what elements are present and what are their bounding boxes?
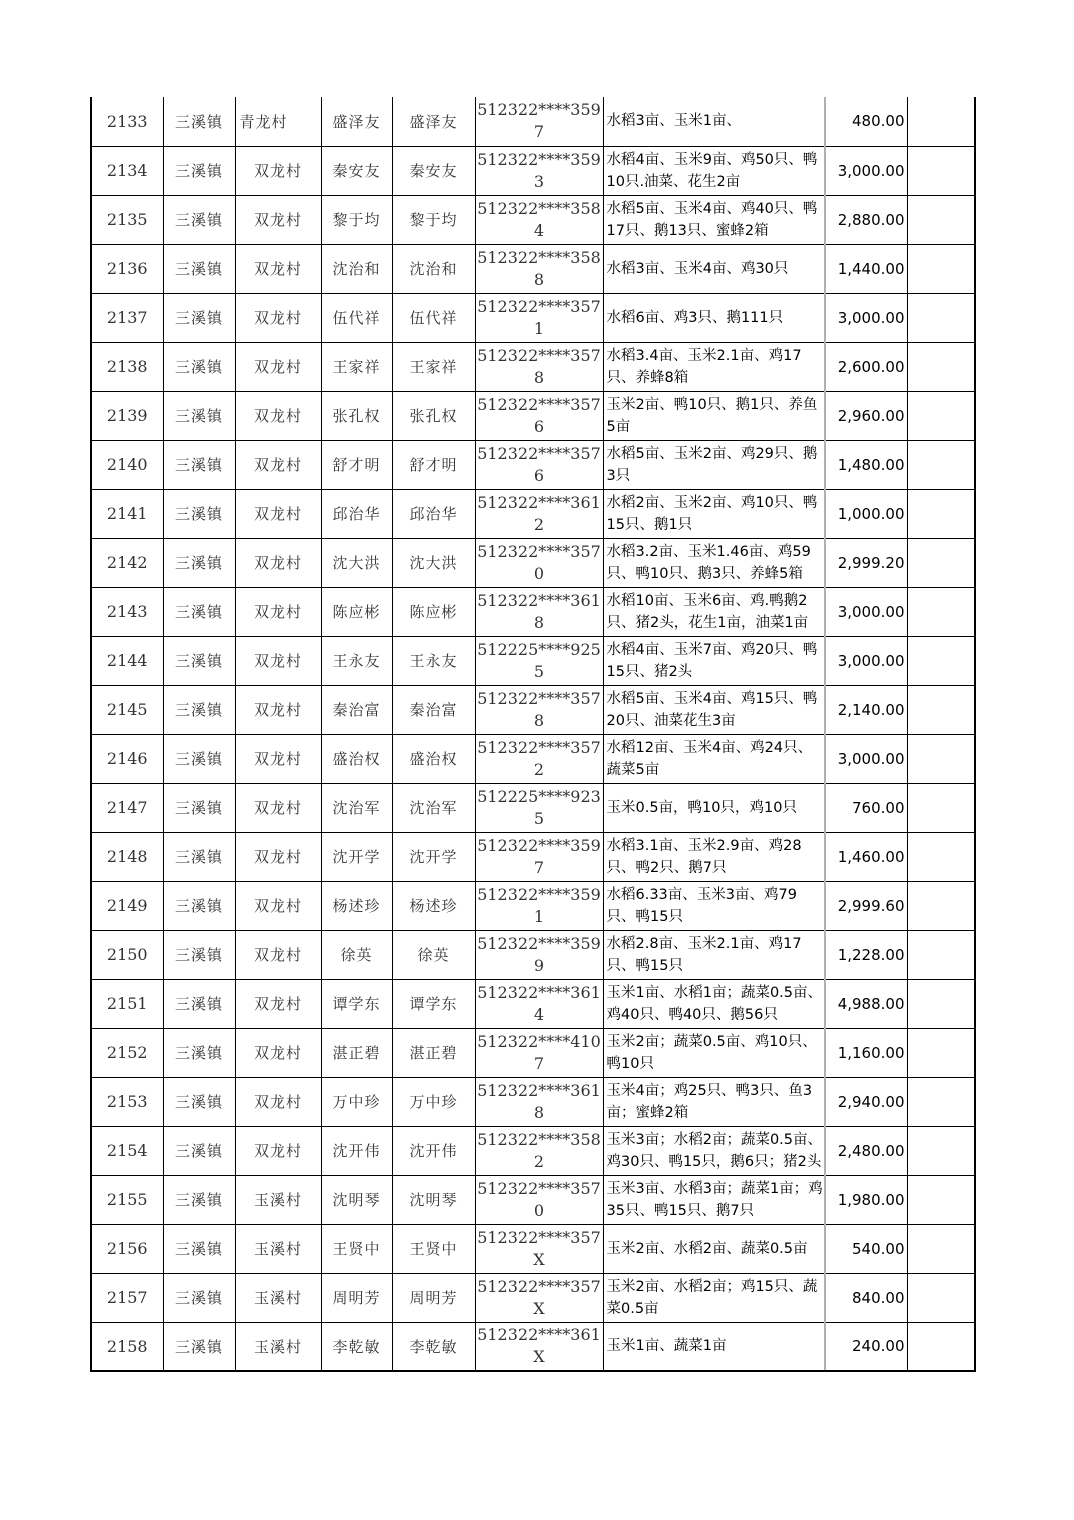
- production-items-text: 玉米1亩、水稻1亩；蔬菜0.5亩、鸡40只、鸭40只、鹅56只: [606, 984, 823, 1023]
- name-cell: 黎于均: [321, 195, 392, 244]
- account-holder-cell: 沈大洪: [392, 538, 475, 587]
- remarks-cell: [907, 979, 975, 1028]
- name-cell: 沈治军: [321, 783, 392, 832]
- remarks-cell: [907, 440, 975, 489]
- production-items-cell: [603, 538, 825, 587]
- amount-cell: 240.00: [825, 1322, 907, 1371]
- account-holder-cell: 沈治军: [392, 783, 475, 832]
- remarks-cell: [907, 636, 975, 685]
- account-holder-cell: 沈开伟: [392, 1126, 475, 1175]
- row-number-cell: 2134: [91, 146, 163, 195]
- account-holder-cell: 邱治华: [392, 489, 475, 538]
- production-items-text: 水稻12亩、玉米4亩、鸡24只、蔬菜5亩: [606, 739, 813, 778]
- village-cell: 双龙村: [235, 489, 321, 538]
- production-items-cell: [603, 1126, 825, 1175]
- production-items-text: 玉米2亩、水稻2亩；鸡15只、蔬菜0.5亩: [606, 1278, 818, 1317]
- table-row: [91, 930, 975, 979]
- amount-cell: 3,000.00: [825, 734, 907, 783]
- id-number-cell: 512322****3570: [475, 538, 603, 587]
- account-holder-cell: 湛正碧: [392, 1028, 475, 1077]
- id-number-cell: 512322****361X: [475, 1322, 603, 1371]
- town-cell: 三溪镇: [163, 293, 235, 342]
- production-items-text: 水稻4亩、玉米9亩、鸡50只、鸭10只.油菜、花生2亩: [606, 151, 818, 190]
- amount-cell: 3,000.00: [825, 636, 907, 685]
- village-cell: 双龙村: [235, 195, 321, 244]
- remarks-cell: [907, 1175, 975, 1224]
- account-holder-cell: 舒才明: [392, 440, 475, 489]
- table-row: [91, 1273, 975, 1322]
- row-number-cell: 2139: [91, 391, 163, 440]
- table-row: [91, 685, 975, 734]
- production-items-text: 玉米4亩；鸡25只、鸭3只、鱼3亩；蜜蜂2箱: [606, 1082, 813, 1121]
- subsidy-table: [90, 97, 976, 1372]
- production-items-cell: [603, 783, 825, 832]
- production-items-text: 水稻5亩、玉米4亩、鸡15只、鸭20只、油菜花生3亩: [606, 690, 818, 729]
- remarks-cell: [907, 489, 975, 538]
- production-items-text: 玉米2亩；蔬菜0.5亩、鸡10只、鸭10只: [606, 1033, 817, 1072]
- id-number-cell: 512225****9235: [475, 783, 603, 832]
- amount-cell: 540.00: [825, 1224, 907, 1273]
- name-cell: 徐英: [321, 930, 392, 979]
- production-items-cell: [603, 1224, 825, 1273]
- row-number-cell: 2153: [91, 1077, 163, 1126]
- row-number-cell: 2135: [91, 195, 163, 244]
- id-number-cell: 512322****3570: [475, 1175, 603, 1224]
- table-row: [91, 195, 975, 244]
- table-row: [91, 391, 975, 440]
- table-row: [91, 146, 975, 195]
- amount-cell: 1,480.00: [825, 440, 907, 489]
- village-cell: 双龙村: [235, 440, 321, 489]
- remarks-cell: [907, 97, 975, 146]
- name-cell: 谭学东: [321, 979, 392, 1028]
- table-row: [91, 489, 975, 538]
- town-cell: 三溪镇: [163, 1126, 235, 1175]
- row-number-cell: 2138: [91, 342, 163, 391]
- table-row: [91, 636, 975, 685]
- id-number-cell: 512322****3578: [475, 685, 603, 734]
- production-items-text: 水稻3.4亩、玉米2.1亩、鸡17只、养蜂8箱: [606, 347, 802, 386]
- village-cell: 青龙村: [235, 97, 321, 146]
- remarks-cell: [907, 1322, 975, 1371]
- account-holder-cell: 秦安友: [392, 146, 475, 195]
- production-items-cell: [603, 734, 825, 783]
- village-cell: 玉溪村: [235, 1273, 321, 1322]
- row-number-cell: 2152: [91, 1028, 163, 1077]
- name-cell: 舒才明: [321, 440, 392, 489]
- remarks-cell: [907, 1126, 975, 1175]
- village-cell: 双龙村: [235, 930, 321, 979]
- row-number-cell: 2141: [91, 489, 163, 538]
- account-holder-cell: 沈治和: [392, 244, 475, 293]
- village-cell: 双龙村: [235, 146, 321, 195]
- production-items-text: 玉米1亩、蔬菜1亩: [606, 1338, 727, 1355]
- town-cell: 三溪镇: [163, 1273, 235, 1322]
- production-items-cell: [603, 685, 825, 734]
- name-cell: 盛治权: [321, 734, 392, 783]
- id-number-cell: 512322****3618: [475, 1077, 603, 1126]
- production-items-cell: [603, 832, 825, 881]
- table-row: [91, 881, 975, 930]
- production-items-text: 玉米2亩、水稻2亩、蔬菜0.5亩: [606, 1240, 808, 1257]
- row-number-cell: 2154: [91, 1126, 163, 1175]
- remarks-cell: [907, 1028, 975, 1077]
- table-row: [91, 1175, 975, 1224]
- village-cell: 双龙村: [235, 636, 321, 685]
- village-cell: 双龙村: [235, 881, 321, 930]
- name-cell: 沈开学: [321, 832, 392, 881]
- production-items-cell: [603, 1077, 825, 1126]
- production-items-text: 水稻3.1亩、玉米2.9亩、鸡28只、鸭2只、鹅7只: [606, 837, 802, 876]
- account-holder-cell: 盛泽友: [392, 97, 475, 146]
- name-cell: 沈开伟: [321, 1126, 392, 1175]
- amount-cell: 1,460.00: [825, 832, 907, 881]
- production-items-cell: [603, 342, 825, 391]
- village-cell: 双龙村: [235, 1077, 321, 1126]
- row-number-cell: 2147: [91, 783, 163, 832]
- production-items-text: 水稻6.33亩、玉米3亩、鸡79只、鸭15只: [606, 886, 797, 925]
- town-cell: 三溪镇: [163, 930, 235, 979]
- id-number-cell: 512322****3571: [475, 293, 603, 342]
- table-row: [91, 538, 975, 587]
- town-cell: 三溪镇: [163, 97, 235, 146]
- remarks-cell: [907, 293, 975, 342]
- production-items-text: 水稻10亩、玉米6亩、鸡.鸭鹅2只、猪2头，花生1亩，油菜1亩: [606, 592, 809, 631]
- id-number-cell: 512322****357X: [475, 1224, 603, 1273]
- amount-cell: 1,980.00: [825, 1175, 907, 1224]
- account-holder-cell: 李乾敏: [392, 1322, 475, 1371]
- village-cell: 双龙村: [235, 832, 321, 881]
- table-row: [91, 1322, 975, 1371]
- amount-cell: 2,960.00: [825, 391, 907, 440]
- name-cell: 伍代祥: [321, 293, 392, 342]
- account-holder-cell: 张孔权: [392, 391, 475, 440]
- amount-cell: 1,000.00: [825, 489, 907, 538]
- village-cell: 双龙村: [235, 391, 321, 440]
- name-cell: 杨述珍: [321, 881, 392, 930]
- village-cell: 双龙村: [235, 685, 321, 734]
- town-cell: 三溪镇: [163, 342, 235, 391]
- name-cell: 李乾敏: [321, 1322, 392, 1371]
- production-items-text: 玉米3亩、水稻3亩；蔬菜1亩；鸡35只、鸭15只、鹅7只: [606, 1180, 823, 1219]
- account-holder-cell: 伍代祥: [392, 293, 475, 342]
- amount-cell: 3,000.00: [825, 587, 907, 636]
- production-items-text: 水稻3亩、玉米1亩、: [606, 113, 741, 130]
- table-row: [91, 1077, 975, 1126]
- production-items-cell: [603, 587, 825, 636]
- town-cell: 三溪镇: [163, 146, 235, 195]
- name-cell: 秦治富: [321, 685, 392, 734]
- village-cell: 玉溪村: [235, 1224, 321, 1273]
- id-number-cell: 512322****3584: [475, 195, 603, 244]
- id-number-cell: 512322****3572: [475, 734, 603, 783]
- name-cell: 王家祥: [321, 342, 392, 391]
- production-items-text: 水稻5亩、玉米4亩、鸡40只、鸭17只、鹅13只、蜜蜂2箱: [606, 200, 818, 239]
- table-row: [91, 1126, 975, 1175]
- row-number-cell: 2146: [91, 734, 163, 783]
- account-holder-cell: 王贤中: [392, 1224, 475, 1273]
- name-cell: 沈治和: [321, 244, 392, 293]
- table-row: [91, 979, 975, 1028]
- id-number-cell: 512322****3588: [475, 244, 603, 293]
- row-number-cell: 2158: [91, 1322, 163, 1371]
- village-cell: 双龙村: [235, 244, 321, 293]
- amount-cell: 480.00: [825, 97, 907, 146]
- account-holder-cell: 徐英: [392, 930, 475, 979]
- name-cell: 邱治华: [321, 489, 392, 538]
- production-items-cell: [603, 489, 825, 538]
- id-number-cell: 512322****3618: [475, 587, 603, 636]
- production-items-cell: [603, 195, 825, 244]
- id-number-cell: 512322****3576: [475, 440, 603, 489]
- production-items-cell: [603, 636, 825, 685]
- production-items-cell: [603, 293, 825, 342]
- amount-cell: 2,999.60: [825, 881, 907, 930]
- row-number-cell: 2133: [91, 97, 163, 146]
- remarks-cell: [907, 391, 975, 440]
- production-items-cell: [603, 1028, 825, 1077]
- id-number-cell: 512322****3597: [475, 97, 603, 146]
- account-holder-cell: 秦治富: [392, 685, 475, 734]
- amount-cell: 2,600.00: [825, 342, 907, 391]
- village-cell: 双龙村: [235, 587, 321, 636]
- remarks-cell: [907, 244, 975, 293]
- town-cell: 三溪镇: [163, 979, 235, 1028]
- village-cell: 双龙村: [235, 734, 321, 783]
- account-holder-cell: 谭学东: [392, 979, 475, 1028]
- production-items-cell: [603, 391, 825, 440]
- production-items-text: 玉米3亩；水稻2亩；蔬菜0.5亩、鸡30只、鸭15只，鹅6只；猪2头: [606, 1131, 823, 1170]
- remarks-cell: [907, 832, 975, 881]
- table-row: [91, 1224, 975, 1273]
- remarks-cell: [907, 538, 975, 587]
- name-cell: 王永友: [321, 636, 392, 685]
- account-holder-cell: 沈明琴: [392, 1175, 475, 1224]
- amount-cell: 4,988.00: [825, 979, 907, 1028]
- town-cell: 三溪镇: [163, 783, 235, 832]
- name-cell: 陈应彬: [321, 587, 392, 636]
- village-cell: 双龙村: [235, 1028, 321, 1077]
- table-row: [91, 293, 975, 342]
- table-row: [91, 734, 975, 783]
- row-number-cell: 2137: [91, 293, 163, 342]
- town-cell: 三溪镇: [163, 244, 235, 293]
- amount-cell: 2,880.00: [825, 195, 907, 244]
- town-cell: 三溪镇: [163, 1028, 235, 1077]
- remarks-cell: [907, 146, 975, 195]
- amount-cell: 1,440.00: [825, 244, 907, 293]
- account-holder-cell: 杨述珍: [392, 881, 475, 930]
- table-row: [91, 440, 975, 489]
- town-cell: 三溪镇: [163, 685, 235, 734]
- town-cell: 三溪镇: [163, 636, 235, 685]
- name-cell: 盛泽友: [321, 97, 392, 146]
- id-number-cell: 512322****4107: [475, 1028, 603, 1077]
- account-holder-cell: 周明芳: [392, 1273, 475, 1322]
- row-number-cell: 2151: [91, 979, 163, 1028]
- name-cell: 秦安友: [321, 146, 392, 195]
- id-number-cell: 512225****9255: [475, 636, 603, 685]
- table-row: [91, 244, 975, 293]
- account-holder-cell: 陈应彬: [392, 587, 475, 636]
- row-number-cell: 2136: [91, 244, 163, 293]
- production-items-text: 玉米2亩、鸭10只、鹅1只、养鱼5亩: [606, 396, 818, 435]
- row-number-cell: 2149: [91, 881, 163, 930]
- town-cell: 三溪镇: [163, 391, 235, 440]
- amount-cell: 3,000.00: [825, 146, 907, 195]
- amount-cell: 2,480.00: [825, 1126, 907, 1175]
- production-items-text: 玉米0.5亩，鸭10只，鸡10只: [606, 799, 797, 816]
- town-cell: 三溪镇: [163, 1175, 235, 1224]
- row-number-cell: 2144: [91, 636, 163, 685]
- amount-cell: 2,999.20: [825, 538, 907, 587]
- id-number-cell: 512322****357X: [475, 1273, 603, 1322]
- village-cell: 双龙村: [235, 293, 321, 342]
- name-cell: 张孔权: [321, 391, 392, 440]
- town-cell: 三溪镇: [163, 1077, 235, 1126]
- production-items-cell: [603, 930, 825, 979]
- amount-cell: 1,228.00: [825, 930, 907, 979]
- table-row: [91, 342, 975, 391]
- table-row: [91, 783, 975, 832]
- production-items-cell: [603, 1175, 825, 1224]
- name-cell: 沈大洪: [321, 538, 392, 587]
- production-items-text: 水稻4亩、玉米7亩、鸡20只、鸭15只、猪2头: [606, 641, 818, 680]
- town-cell: 三溪镇: [163, 1322, 235, 1371]
- village-cell: 玉溪村: [235, 1322, 321, 1371]
- account-holder-cell: 黎于均: [392, 195, 475, 244]
- remarks-cell: [907, 685, 975, 734]
- village-cell: 双龙村: [235, 342, 321, 391]
- name-cell: 湛正碧: [321, 1028, 392, 1077]
- village-cell: 双龙村: [235, 1126, 321, 1175]
- table-row: [91, 832, 975, 881]
- town-cell: 三溪镇: [163, 489, 235, 538]
- name-cell: 周明芳: [321, 1273, 392, 1322]
- production-items-text: 水稻6亩、鸡3只、鹅111只: [606, 309, 784, 326]
- account-holder-cell: 王永友: [392, 636, 475, 685]
- remarks-cell: [907, 1077, 975, 1126]
- remarks-cell: [907, 1273, 975, 1322]
- row-number-cell: 2157: [91, 1273, 163, 1322]
- village-cell: 双龙村: [235, 538, 321, 587]
- name-cell: 沈明琴: [321, 1175, 392, 1224]
- id-number-cell: 512322****3599: [475, 930, 603, 979]
- row-number-cell: 2143: [91, 587, 163, 636]
- town-cell: 三溪镇: [163, 195, 235, 244]
- town-cell: 三溪镇: [163, 587, 235, 636]
- row-number-cell: 2150: [91, 930, 163, 979]
- production-items-text: 水稻3亩、玉米4亩、鸡30只: [606, 260, 789, 277]
- production-items-text: 水稻5亩、玉米2亩、鸡29只、鹅3只: [606, 445, 818, 484]
- village-cell: 玉溪村: [235, 1175, 321, 1224]
- id-number-cell: 512322****3593: [475, 146, 603, 195]
- table-row: [91, 587, 975, 636]
- remarks-cell: [907, 1224, 975, 1273]
- table-row: [91, 1028, 975, 1077]
- production-items-text: 水稻3.2亩、玉米1.46亩、鸡59只、鸭10只、鹅3只、养蜂5箱: [606, 543, 811, 582]
- account-holder-cell: 万中珍: [392, 1077, 475, 1126]
- village-cell: 双龙村: [235, 979, 321, 1028]
- remarks-cell: [907, 930, 975, 979]
- village-cell: 双龙村: [235, 783, 321, 832]
- production-items-cell: [603, 881, 825, 930]
- town-cell: 三溪镇: [163, 538, 235, 587]
- row-number-cell: 2140: [91, 440, 163, 489]
- remarks-cell: [907, 734, 975, 783]
- production-items-cell: [603, 440, 825, 489]
- row-number-cell: 2148: [91, 832, 163, 881]
- remarks-cell: [907, 195, 975, 244]
- row-number-cell: 2145: [91, 685, 163, 734]
- id-number-cell: 512322****3591: [475, 881, 603, 930]
- id-number-cell: 512322****3578: [475, 342, 603, 391]
- production-items-cell: [603, 146, 825, 195]
- id-number-cell: 512322****3614: [475, 979, 603, 1028]
- id-number-cell: 512322****3612: [475, 489, 603, 538]
- remarks-cell: [907, 881, 975, 930]
- row-number-cell: 2142: [91, 538, 163, 587]
- account-holder-cell: 沈开学: [392, 832, 475, 881]
- account-holder-cell: 盛治权: [392, 734, 475, 783]
- production-items-text: 水稻2.8亩、玉米2.1亩、鸡17只、鸭15只: [606, 935, 802, 974]
- remarks-cell: [907, 342, 975, 391]
- amount-cell: 1,160.00: [825, 1028, 907, 1077]
- production-items-text: 水稻2亩、玉米2亩、鸡10只、鸭15只、鹅1只: [606, 494, 818, 533]
- table-row: [91, 97, 975, 146]
- id-number-cell: 512322****3582: [475, 1126, 603, 1175]
- account-holder-cell: 王家祥: [392, 342, 475, 391]
- production-items-cell: [603, 97, 825, 146]
- amount-cell: 2,140.00: [825, 685, 907, 734]
- production-items-cell: [603, 244, 825, 293]
- production-items-cell: [603, 1273, 825, 1322]
- amount-cell: 3,000.00: [825, 293, 907, 342]
- production-items-cell: [603, 979, 825, 1028]
- production-items-cell: [603, 1322, 825, 1371]
- name-cell: 王贤中: [321, 1224, 392, 1273]
- id-number-cell: 512322****3576: [475, 391, 603, 440]
- row-number-cell: 2156: [91, 1224, 163, 1273]
- id-number-cell: 512322****3597: [475, 832, 603, 881]
- row-number-cell: 2155: [91, 1175, 163, 1224]
- remarks-cell: [907, 587, 975, 636]
- remarks-cell: [907, 783, 975, 832]
- town-cell: 三溪镇: [163, 832, 235, 881]
- amount-cell: 2,940.00: [825, 1077, 907, 1126]
- amount-cell: 840.00: [825, 1273, 907, 1322]
- town-cell: 三溪镇: [163, 734, 235, 783]
- amount-cell: 760.00: [825, 783, 907, 832]
- town-cell: 三溪镇: [163, 1224, 235, 1273]
- town-cell: 三溪镇: [163, 881, 235, 930]
- town-cell: 三溪镇: [163, 440, 235, 489]
- name-cell: 万中珍: [321, 1077, 392, 1126]
